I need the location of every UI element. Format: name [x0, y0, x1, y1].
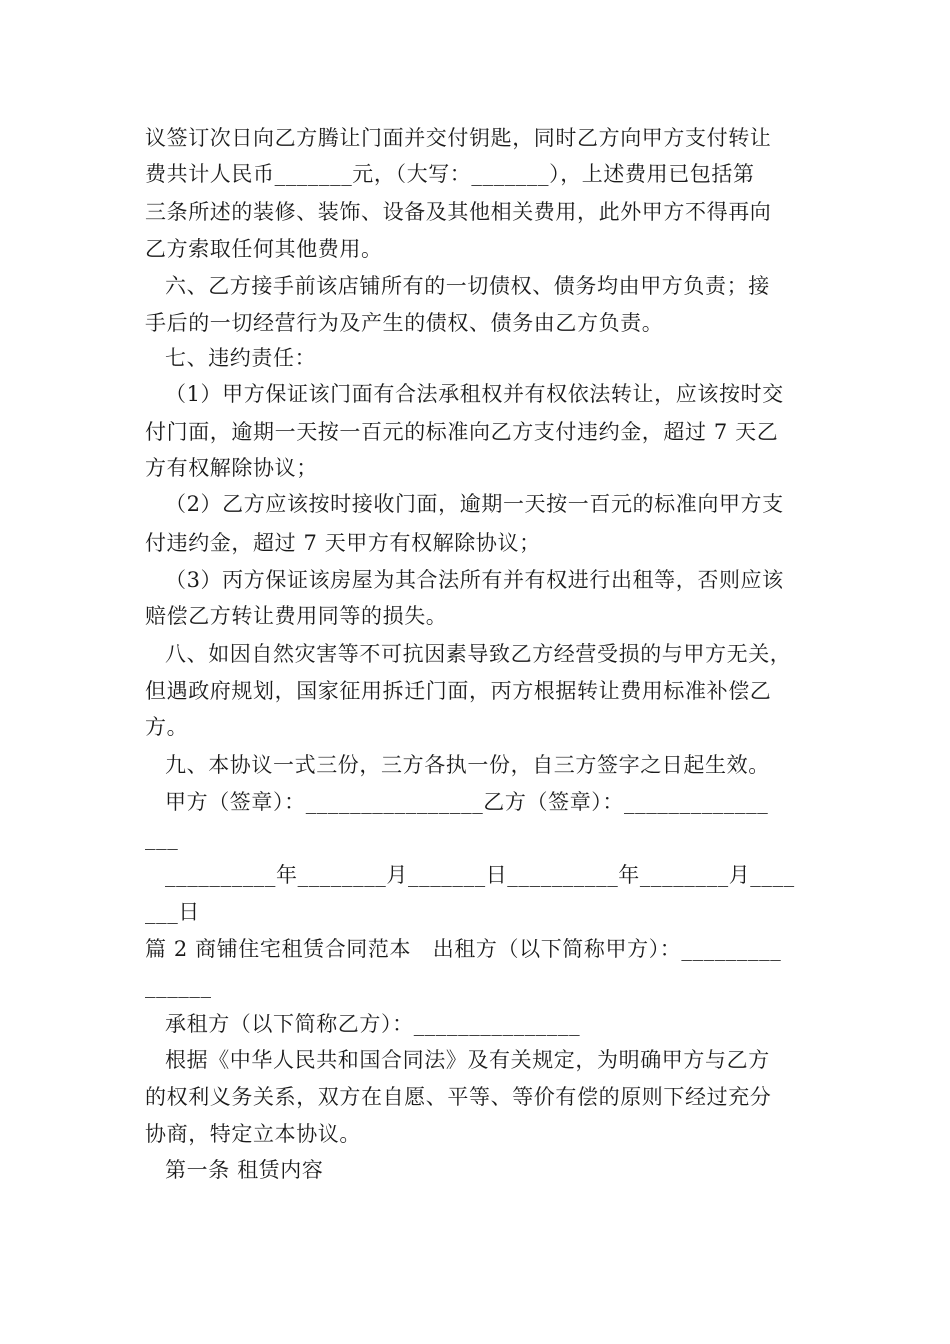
- clause-eight: 八、如因自然灾害等不可抗因素导致乙方经营受损的与甲方无关，: [165, 642, 792, 666]
- paragraph-line: 付违约金，超过 7 天甲方有权解除协议；: [145, 531, 541, 555]
- paragraph-line: 赔偿乙方转让费用同等的损失。: [145, 604, 448, 628]
- paragraph-line: 手后的一切经营行为及产生的债权、债务由乙方负责。: [145, 311, 664, 335]
- paragraph-line: 协商，特定立本协议。: [145, 1122, 361, 1146]
- date-line: __________年________月_______日__________年________月____: [165, 863, 795, 887]
- paragraph-line: 但遇政府规划，国家征用拆迁门面，丙方根据转让费用标准补偿乙: [145, 679, 772, 703]
- sub-clause-2: （2）乙方应该按时接收门面，逾期一天按一百元的标准向甲方支: [165, 492, 784, 516]
- paragraph-line: 议签订次日向乙方腾让门面并交付钥匙，同时乙方向甲方支付转让: [145, 126, 772, 150]
- preamble-line: 根据《中华人民共和国合同法》及有关规定，为明确甲方与乙方: [165, 1048, 770, 1072]
- section-2-heading: 篇 2 商铺住宅租赁合同范本 出租方（以下简称甲方）：_________: [145, 937, 782, 961]
- signature-line: 甲方（签章）：________________乙方（签章）：_____________: [165, 790, 769, 814]
- clause-six: 六、乙方接手前该店铺所有的一切债权、债务均由甲方负责；接: [165, 274, 770, 298]
- paragraph-line: 方。: [145, 715, 189, 739]
- paragraph-line: 付门面，逾期一天按一百元的标准向乙方支付违约金，超过 7 天乙: [145, 420, 779, 444]
- paragraph-line: 三条所述的装修、装饰、设备及其他相关费用，此外甲方不得再向: [145, 200, 772, 224]
- signature-line-continued: ___: [145, 826, 179, 850]
- clause-seven-heading: 七、违约责任：: [165, 346, 317, 370]
- article-one-heading: 第一条 租赁内容: [165, 1158, 324, 1182]
- paragraph-line: 乙方索取任何其他费用。: [145, 237, 383, 261]
- paragraph-line: ______: [145, 974, 212, 998]
- sub-clause-3: （3）丙方保证该房屋为其合法所有并有权进行出租等，否则应该: [165, 568, 784, 592]
- clause-nine: 九、本协议一式三份，三方各执一份，自三方签字之日起生效。: [165, 753, 770, 777]
- paragraph-line: 费共计人民币_______元，（大写：_______），上述费用已包括第: [145, 162, 755, 186]
- tenant-line: 承租方（以下简称乙方）：_______________: [165, 1012, 581, 1036]
- paragraph-line: 的权利义务关系，双方在自愿、平等、等价有偿的原则下经过充分: [145, 1085, 772, 1109]
- paragraph-line: 方有权解除协议；: [145, 456, 318, 480]
- sub-clause-1: （1）甲方保证该门面有合法承租权并有权依法转让，应该按时交: [165, 382, 784, 406]
- date-line-continued: ___日: [145, 900, 200, 924]
